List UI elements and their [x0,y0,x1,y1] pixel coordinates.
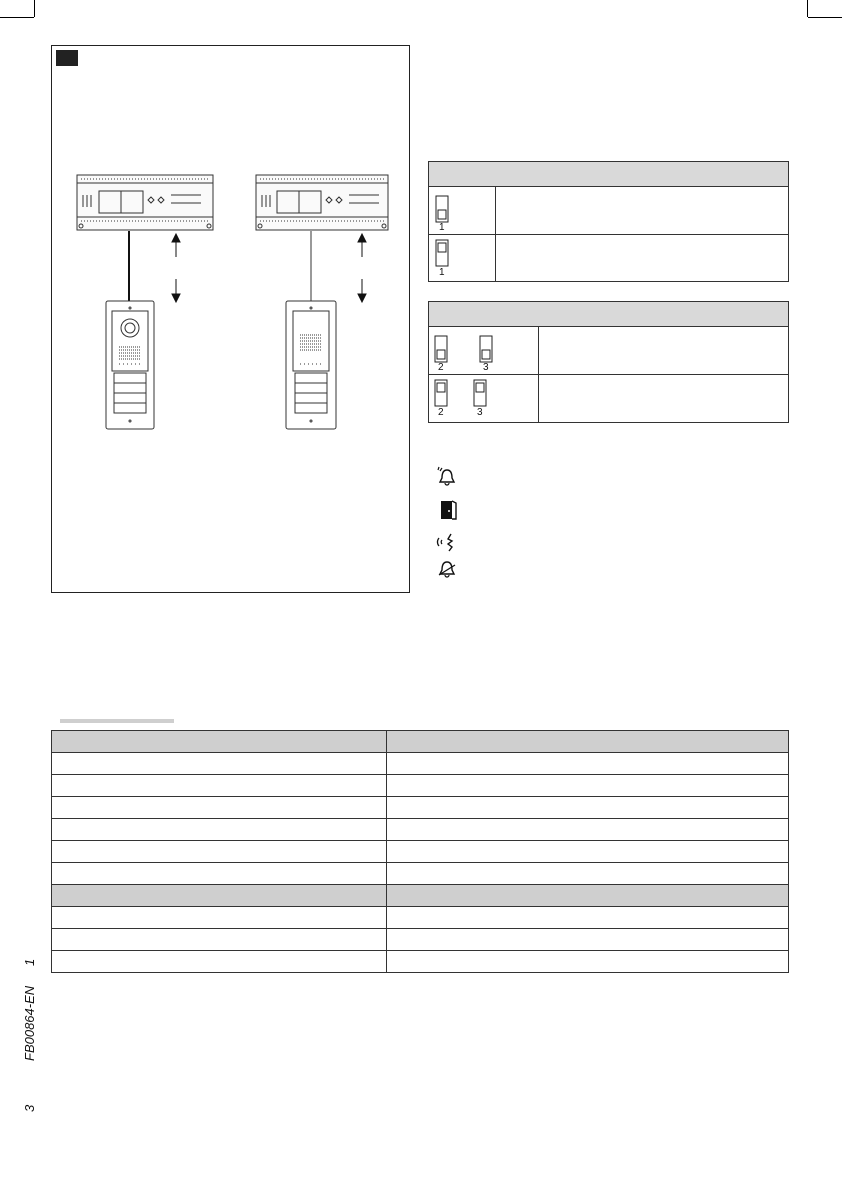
spec-table-cell [387,753,789,775]
spec-table-title-bar [60,719,174,723]
spec-table-cell [52,907,387,929]
dip-switch-number: 1 [439,222,445,233]
bell-icon [436,466,458,488]
door-panel-video [106,301,154,429]
dip-table-1-switch-cell [429,187,496,234]
spec-table-cell [52,775,387,797]
spec-table-cell [387,885,789,907]
spec-table-cell [52,753,387,775]
dip-table-2-row [429,327,788,375]
dip-table-2-switch-cell [429,327,539,374]
arrows-left [172,234,180,302]
spec-table-row [52,775,789,797]
dip-table-2-switch-cell [429,375,539,423]
bell-off-icon [436,559,458,581]
spec-table-cell [387,841,789,863]
dip-switch-icon [434,335,448,363]
dip-switch-number: 2 [438,362,444,373]
crop-mark-tr-h [808,17,842,18]
dip-switch-icon [435,195,449,223]
dip-switch-number: 3 [477,407,483,418]
spec-table-row [52,907,789,929]
dip-table-1-row [429,187,788,235]
spec-table [51,730,789,973]
dip-switch-table-1 [428,161,789,282]
spec-table-row [52,929,789,951]
spec-table-header-row [52,885,789,907]
spec-table-row [52,797,789,819]
dip-table-1-row [429,235,788,282]
voice-icon [436,531,458,553]
door-icon [438,499,460,521]
spec-table-cell [387,775,789,797]
dip-switch-icon [435,239,449,267]
spec-table-cell [52,929,387,951]
spec-table-cell [387,929,789,951]
spec-table-cell [52,797,387,819]
crop-mark-tr-v [807,0,808,17]
spec-table-row [52,841,789,863]
dip-switch-number: 1 [439,267,445,278]
spec-table-cell [387,797,789,819]
spec-table-row [52,863,789,885]
footer-revision: 1 [22,958,37,966]
spec-table-cell [387,819,789,841]
dip-switch-number: 3 [483,362,489,373]
power-supply-right [256,175,388,230]
dip-switch-number: 2 [438,407,444,418]
spec-table-cell [52,841,387,863]
spec-table-cell [52,885,387,907]
spec-table-header-row [52,731,789,753]
spec-table-cell [387,907,789,929]
power-supply-left [77,175,213,230]
wiring-diagram [51,45,410,593]
dip-table-1-switch-cell [429,235,496,282]
door-panel-audio [286,301,336,429]
dip-switch-icon [434,379,448,407]
spec-table-row [52,819,789,841]
dip-table-1-header [429,162,788,187]
arrows-right [358,234,366,302]
spec-table-cell [52,731,387,753]
footer-doc-code: FB00864-EN [22,985,37,1061]
dip-switch-table-2 [428,301,789,423]
spec-table-cell [387,863,789,885]
dip-switch-icon [479,335,493,363]
spec-table-cell [52,819,387,841]
spec-table-row [52,753,789,775]
spec-table-cell [52,951,387,973]
spec-table-cell [387,731,789,753]
dip-switch-icon [473,379,487,407]
spec-table-row [52,951,789,973]
dip-table-2-row [429,375,788,423]
spec-table-cell [52,863,387,885]
footer-page-number: 3 [22,1104,37,1112]
dip-table-2-header [429,302,788,327]
spec-table-cell [387,951,789,973]
crop-mark-tl-v [34,0,35,17]
crop-mark-tl-h [0,17,34,18]
